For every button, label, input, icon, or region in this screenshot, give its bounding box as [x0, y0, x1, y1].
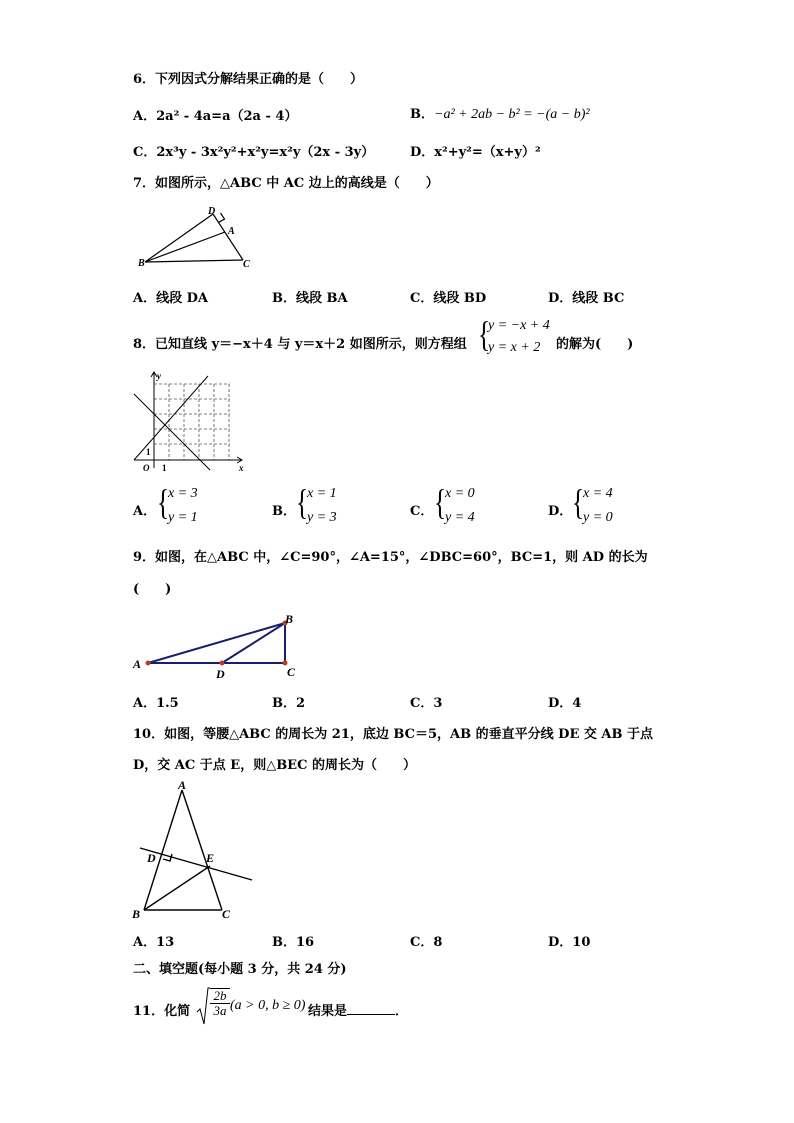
q8-option-a [133, 484, 253, 530]
option-label: D． [548, 504, 573, 519]
label-d: D [147, 851, 156, 865]
label-a: A [228, 226, 235, 237]
brace-icon: { [296, 482, 309, 522]
sqrt-fraction [210, 989, 230, 1018]
q8-option-b [272, 484, 392, 530]
q7-option-d: D．线段 BC [548, 291, 625, 306]
q7-option-c: C．线段 BD [410, 291, 487, 306]
option-line-2: y = 4 [445, 510, 475, 525]
q11-suffix-text: 结果是 [308, 1004, 348, 1019]
q9-figure [130, 610, 305, 682]
q9-option-d: D．4 [548, 696, 582, 711]
sys-line-2: y = x + 2 [488, 340, 541, 355]
option-label: D． [410, 145, 435, 160]
q9-option-c: C．3 [410, 696, 443, 711]
label-a: A [133, 657, 142, 671]
q8-option-c [410, 484, 530, 530]
axis-x-label: x [239, 463, 244, 473]
q6-option-b [410, 103, 590, 123]
sys-line-1: y = −x + 4 [488, 318, 550, 333]
origin-label: O [143, 463, 150, 473]
tick-y-1: 1 [146, 447, 151, 457]
q10-stem-line-2: D，交 AC 于点 E，则△BEC 的周长为（ ） [133, 758, 416, 773]
option-label: A． [133, 109, 157, 124]
q8-stem-post: 的解为( ) [556, 337, 634, 352]
q10-option-d: D．10 [548, 935, 591, 950]
q11-end: ． [395, 1004, 409, 1019]
option-text: −a² + 2ab − b² = −(a − b)² [434, 107, 590, 122]
option-line-1: x = 4 [583, 486, 613, 501]
q9-paren: ( ) [133, 582, 172, 597]
q8-stem-pre: 8．已知直线 y＝−x＋4 与 y＝x＋2 如图所示，则方程组 [133, 337, 467, 352]
q6-option-d [410, 141, 541, 160]
label-d: D [216, 667, 225, 681]
label-a: A [178, 778, 187, 792]
q9-option-a: A．1.5 [133, 696, 179, 711]
q10-figure [130, 776, 260, 922]
option-text: x²+y²=（x+y）² [434, 145, 541, 160]
q11-label: 11．化简 [133, 1004, 191, 1019]
q6-option-a [133, 105, 297, 124]
q9-option-b: B．2 [272, 696, 306, 711]
option-line-2: y = 3 [307, 510, 337, 525]
label-c: C [287, 665, 296, 679]
q11-condition: (a > 0, b ≥ 0) [230, 998, 306, 1013]
q10-option-b: B．16 [272, 935, 315, 950]
option-label: C． [410, 504, 434, 519]
label-d: D [208, 206, 216, 217]
q9-stem: 9．如图，在△ABC 中，∠C=90°，∠A=15°，∠DBC=60°，BC=1，则 AD 的长为 [133, 550, 648, 565]
q8-option-d [548, 484, 668, 530]
q7-option-a: A．线段 DA [133, 291, 208, 306]
label-b: B [138, 258, 145, 269]
label-c: C [222, 907, 231, 921]
label-c: C [243, 259, 250, 270]
q8-graph [130, 368, 250, 478]
fraction-denominator: 3a [213, 1003, 227, 1018]
tick-x-1: 1 [162, 463, 167, 473]
axis-y-label: y [157, 371, 161, 381]
label-e: E [206, 851, 215, 865]
option-line-2: y = 1 [168, 510, 198, 525]
q10-option-c: C．8 [410, 935, 443, 950]
q7-stem: 7．如图所示，△ABC 中 AC 边上的高线是（ ） [133, 176, 439, 191]
q7-option-b: B．线段 BA [272, 291, 348, 306]
option-label: A． [133, 504, 157, 519]
answer-blank[interactable] [347, 1002, 395, 1015]
option-line-1: x = 3 [168, 486, 198, 501]
option-line-1: x = 0 [445, 486, 475, 501]
q11-suffix [308, 1000, 408, 1019]
sqrt-icon [196, 986, 210, 1028]
label-b: B [132, 907, 141, 921]
option-label: B． [272, 504, 296, 519]
option-text: 2a² - 4a=a（2a - 4） [156, 109, 298, 124]
q7-figure [135, 204, 255, 272]
q6-stem: 6．下列因式分解结果正确的是（ ） [133, 72, 364, 87]
brace-icon: { [572, 482, 585, 522]
q6-option-c [133, 141, 374, 160]
brace-icon: { [157, 482, 170, 522]
q10-stem-line-1: 10．如图，等腰△ABC 的周长为 21，底边 BC＝5，AB 的垂直平分线 DE 交 AB 于点 [133, 727, 654, 742]
q10-option-a: A．13 [133, 935, 175, 950]
option-line-2: y = 0 [583, 510, 613, 525]
option-line-1: x = 1 [307, 486, 337, 501]
section-title: 二、填空题(每小题 3 分，共 24 分) [133, 962, 347, 977]
option-label: C． [133, 145, 157, 160]
brace-icon: { [434, 482, 447, 522]
brace-icon: { [478, 314, 491, 354]
fraction-numerator: 2b [210, 989, 230, 1004]
option-text: 2x³y - 3x²y²+x²y=x²y（2x - 3y） [156, 145, 375, 160]
option-label: B． [410, 107, 434, 122]
label-b: B [285, 612, 294, 626]
